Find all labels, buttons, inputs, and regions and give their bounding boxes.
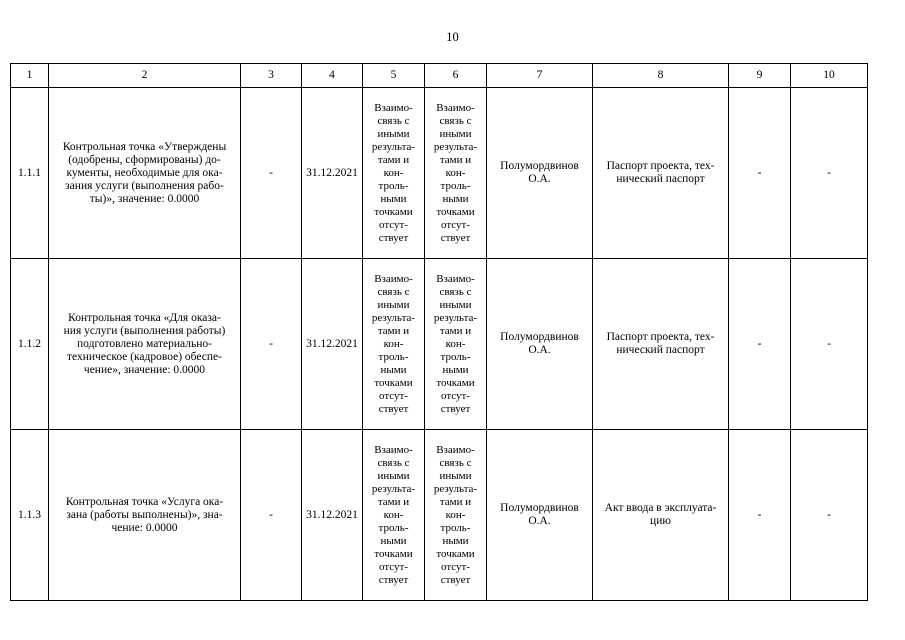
relation-cell: Взаимо- связь с иными результа- тами и кон- троль- ными точками отсут- ствует [363, 259, 425, 430]
cell-col3: - [241, 259, 302, 430]
row-number: 1.1.1 [11, 88, 49, 259]
column-header: 7 [487, 64, 593, 88]
row-number: 1.1.2 [11, 259, 49, 430]
relation-cell: Взаимо- связь с иными результа- тами и кон- троль- ными точками отсут- ствует [363, 88, 425, 259]
document-type: Паспорт проекта, тех- нический паспорт [593, 88, 729, 259]
document-type: Паспорт проекта, тех- нический паспорт [593, 259, 729, 430]
cell-col3: - [241, 88, 302, 259]
cell-col10: - [791, 88, 868, 259]
column-header: 6 [425, 64, 487, 88]
responsible-person: Полумордвинов О.А. [487, 259, 593, 430]
relation-cell: Взаимо- связь с иными результа- тами и кон- троль- ными точками отсут- ствует [425, 88, 487, 259]
cell-col10: - [791, 430, 868, 601]
relation-cell: Взаимо- связь с иными результа- тами и кон- троль- ными точками отсут- ствует [363, 430, 425, 601]
responsible-person: Полумордвинов О.А. [487, 88, 593, 259]
row-number: 1.1.3 [11, 430, 49, 601]
column-header: 3 [241, 64, 302, 88]
column-header: 9 [729, 64, 791, 88]
table-row [11, 88, 868, 259]
control-point-name: Контрольная точка «Для оказа- ния услуги (выполнения работы) подготовлено материально- техническое (кадровое) обеспе- чение», значение: 0.0000 [49, 259, 241, 430]
cell-col10: - [791, 259, 868, 430]
column-header: 2 [49, 64, 241, 88]
cell-col3: - [241, 430, 302, 601]
table-row [11, 430, 868, 601]
column-header: 5 [363, 64, 425, 88]
control-points-table [10, 63, 868, 601]
control-point-name: Контрольная точка «Услуга ока- зана (работы выполнены)», зна- чение: 0.0000 [49, 430, 241, 601]
responsible-person: Полумордвинов О.А. [487, 430, 593, 601]
relation-cell: Взаимо- связь с иными результа- тами и кон- троль- ными точками отсут- ствует [425, 430, 487, 601]
cell-col9: - [729, 430, 791, 601]
deadline-date: 31.12.2021 [302, 430, 363, 601]
table-row [11, 259, 868, 430]
cell-col9: - [729, 88, 791, 259]
relation-cell: Взаимо- связь с иными результа- тами и кон- троль- ными точками отсут- ствует [425, 259, 487, 430]
column-header: 1 [11, 64, 49, 88]
cell-col9: - [729, 259, 791, 430]
deadline-date: 31.12.2021 [302, 259, 363, 430]
column-header: 10 [791, 64, 868, 88]
column-header: 8 [593, 64, 729, 88]
deadline-date: 31.12.2021 [302, 88, 363, 259]
column-header: 4 [302, 64, 363, 88]
document-type: Акт ввода в эксплуата- цию [593, 430, 729, 601]
page-number: 10 [446, 30, 459, 44]
control-point-name: Контрольная точка «Утверждены (одобрены, сформированы) до- кументы, необходимые для ока- зания услуги (выполнения рабо- ты)», значение: 0.0000 [49, 88, 241, 259]
table-header-row [11, 64, 868, 88]
